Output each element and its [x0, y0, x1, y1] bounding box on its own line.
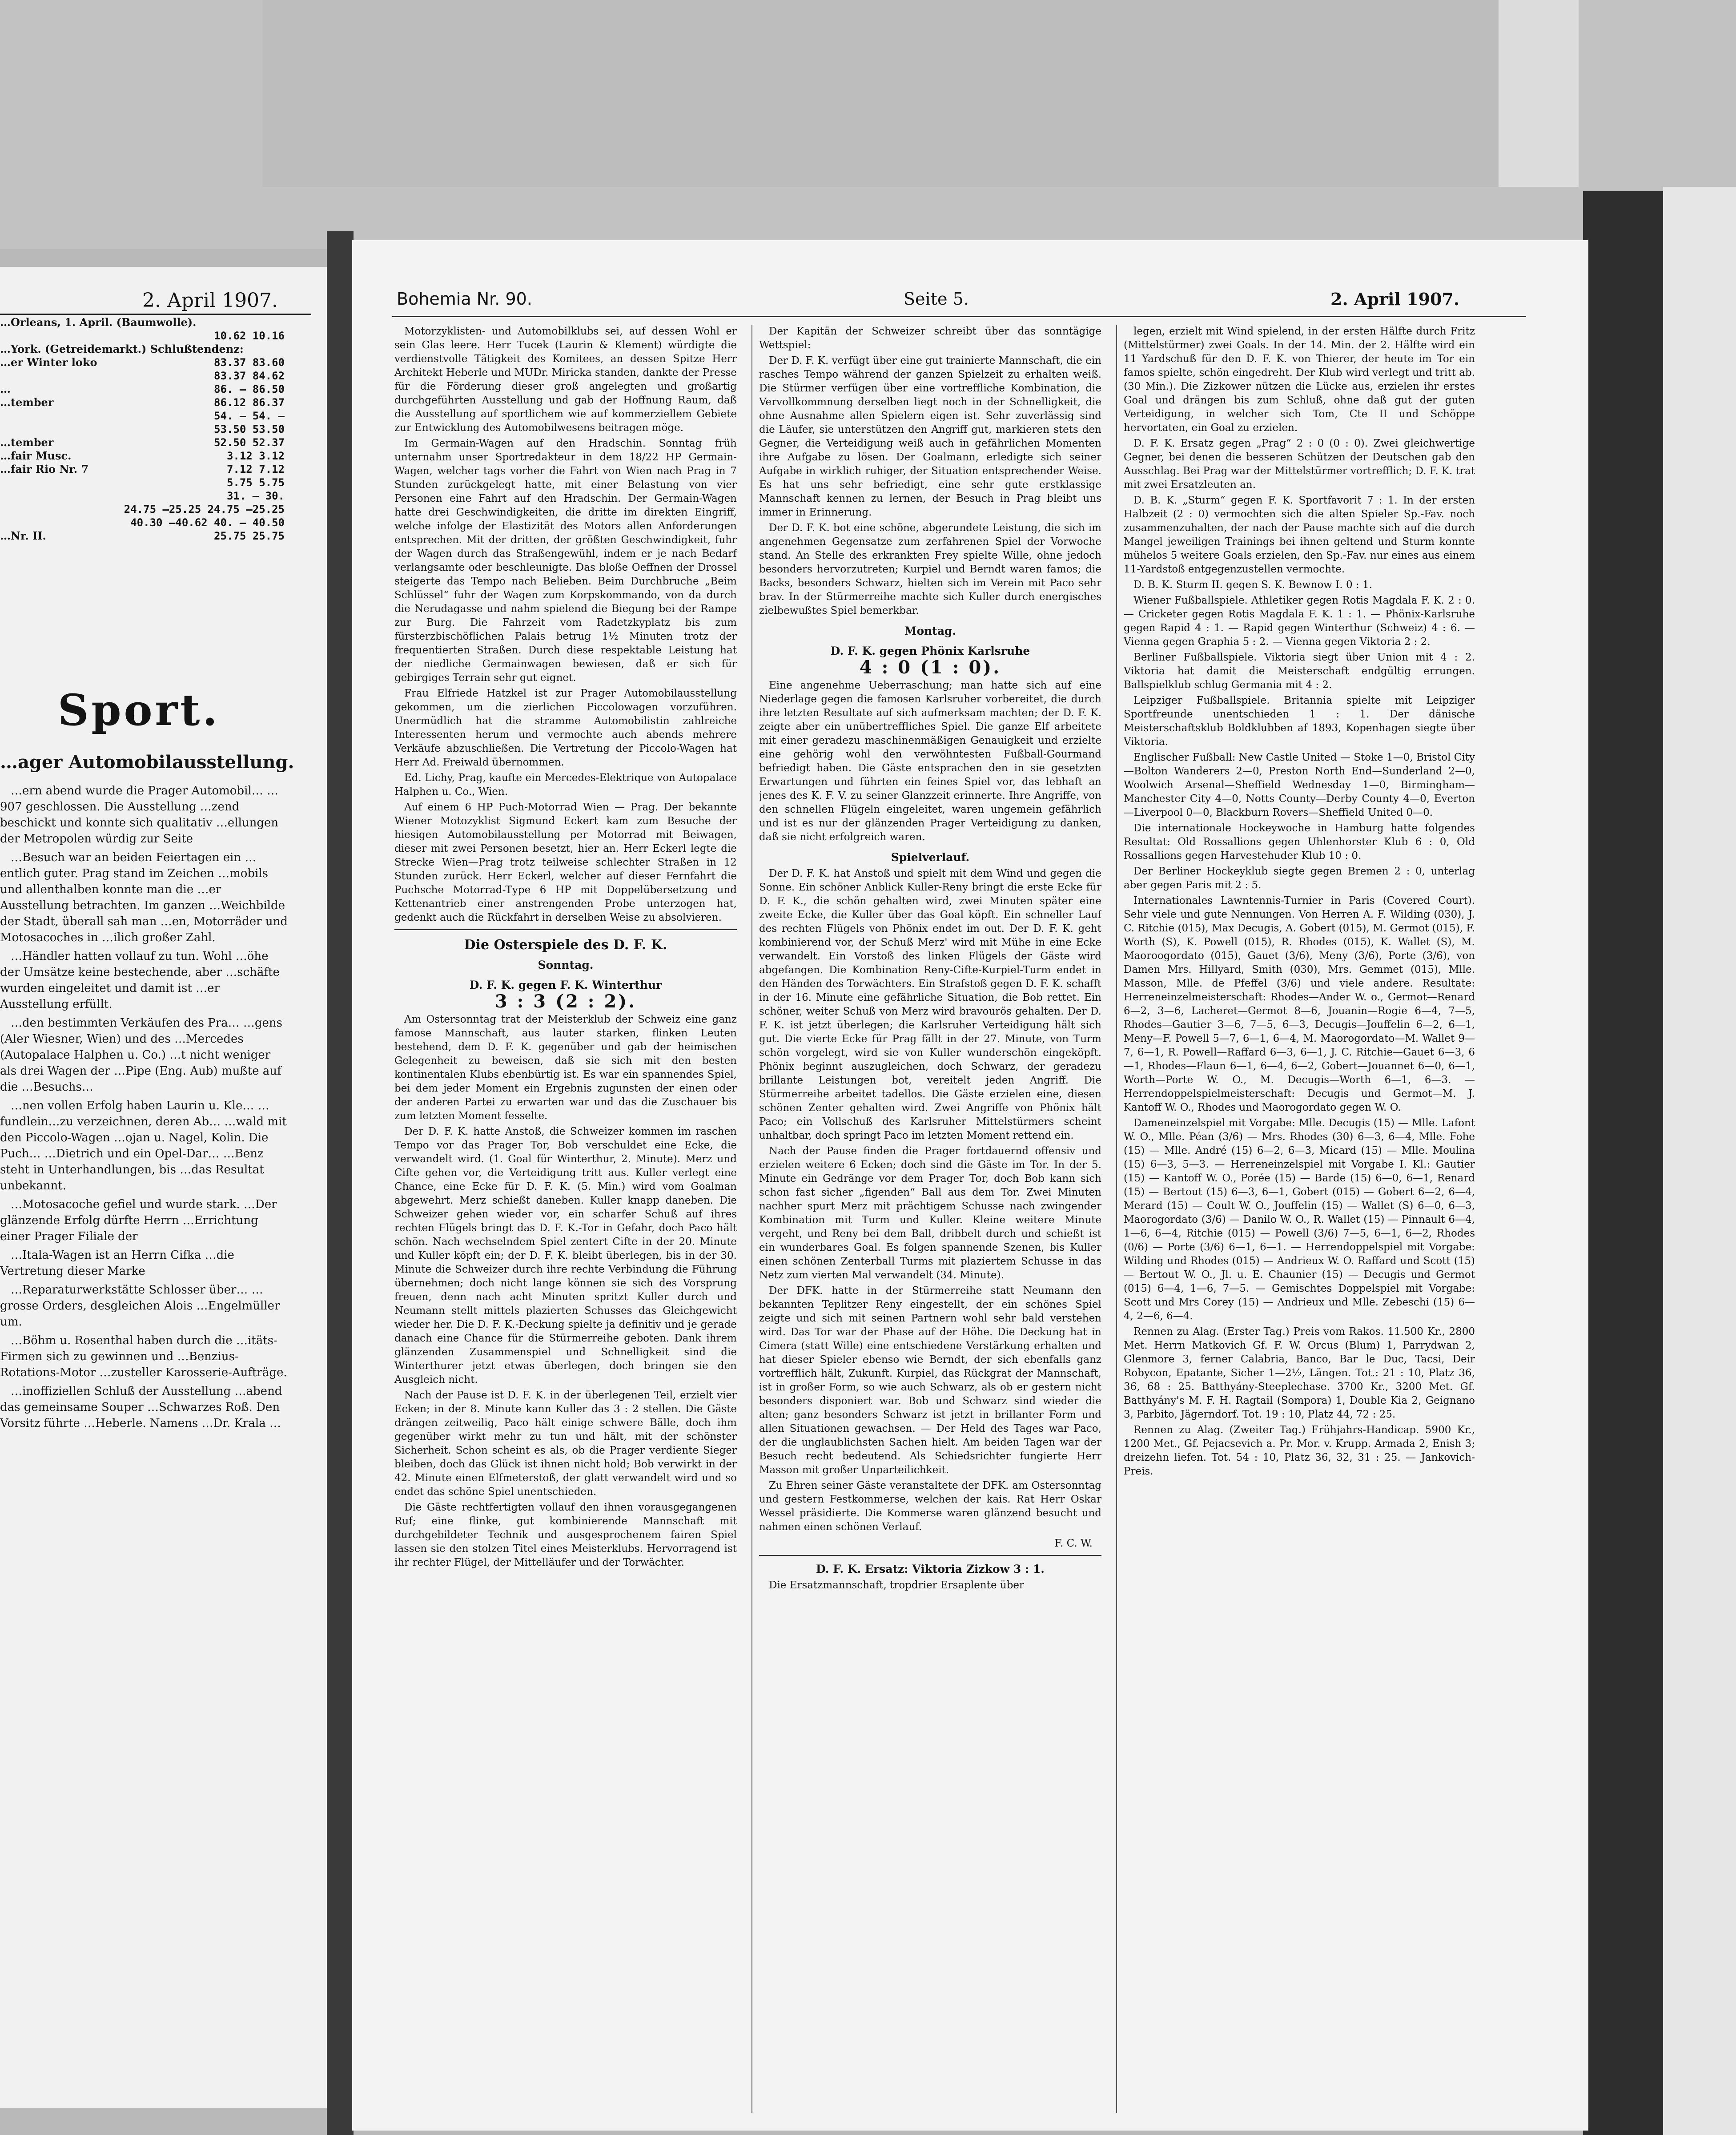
section-rule	[759, 1555, 1101, 1556]
market-row	[0, 409, 285, 423]
market-row	[0, 423, 285, 436]
market-row	[0, 369, 285, 383]
page-gutter	[327, 231, 354, 2135]
paragraph: Leipziger Fußballspiele. Britannia spielte mit Leipziger Sportfreunde unentschieden 1 : 1. Der dänische Meisterschaftsklub Boldklubben af 1893, Kopenhagen siegte über Viktoria.	[1124, 695, 1475, 748]
header-rule	[392, 316, 1526, 317]
market-value: 10.62 10.16	[214, 330, 285, 342]
market-label: …tember	[0, 436, 54, 449]
paragraph: Englischer Fußball: New Castle United — Stoke 1—0, Bristol City—Bolton Wanderers 2—0, Preston North End—Sunderland 2—0, Woolwich Arsenal—Sheffield Wednesday 1—0, Birmingham—Manchester City 4—0, Notts County—Derby County 4—0, Everton—Liverpool 0—0, Blackburn Rovers—Sheffield United 0—0.	[1124, 752, 1475, 818]
article-headline: …ager Automobilausstellung.	[0, 752, 294, 773]
paragraph: …Motosacoche gefiel und wurde stark. …Der glänzende Erfolg dürfte Herrn …Errichtung einer Prager Filiale der	[0, 1198, 277, 1243]
paragraph: Der D. F. K. verfügt über eine gut trainierte Mannschaft, die ein rasches Tempo während der ganzen Spielzeit zu erhalten weiß. Die Stürmer verfügen über eine vortreffliche Kombination, die Vervollkommnung derselben liegt noch in der Schnelligkeit, die ohne Ausnahme allen Spielern eigen ist. Sehr zuverlässig sind die Läufer, sie unterstützen den Angriff gut, markieren stets den Gegner, die Verteidigung weiß auch in gefährlichen Momenten ihre Aufgabe zu lösen. Der Goalmann, erledigte sich seiner Aufgabe in wirklich ruhiger, der Situation entsprechender Weise. Es hat uns sehr befriedigt, eine sehr gute erstklassige Mannschaft kennen zu lernen, der Besuch in Prag bleibt uns immer in Erinnerung.	[759, 355, 1101, 518]
market-report	[0, 316, 285, 543]
paragraph: D. F. K. Ersatz gegen „Prag“ 2 : 0 (0 : 0). Zwei gleichwertige Gegner, bei denen die besseren Schützen der Deutschen gab den Ausschlag. Bei Prag war der Mittelstürmer vortrefflich; D. F. K. trat mit zwei Ersatzleuten an.	[1124, 438, 1475, 491]
paragraph: Eine angenehme Ueberraschung; man hatte sich auf eine Niederlage gegen die famosen Karlsruher vorbereitet, die durch ihre letzten Resultate auf sich aufmerksam machten; der D. F. K. zeigte aber ein unübertreffliches Spiel. Die ganze Elf arbeitete mit einer geradezu maschinenmäßigen Genauigkeit und erzielte eine gehörig wohl den verwöhntesten Fußball-Gourmand befriedigt haben. Die Gäste entsprachen den in sie gesetzten Erwartungen und führten ein feines Spiel vor, das lebhaft an jenes des K. F. V. zu seiner Glanzzeit erinnerte. Ihre Angriffe, von den schnellen Flügeln eingeleitet, waren ungemein gefährlich und ist es nur der glänzenden Prager Verteidigung zu danken, daß sie nicht erfolgreich waren.	[759, 680, 1101, 843]
match-score: 3 : 3 (2 : 2).	[494, 991, 637, 1012]
paragraph: …Reparaturwerkstätte Schlosser über… …grosse Orders, desgleichen Alois …Engelmüller um.	[0, 1283, 280, 1329]
paragraph: Die internationale Hockeywoche in Hamburg hatte folgendes Resultat: Old Rossallions gegen Uhlenhorster Klub 6 : 0, Old Rossallions gegen Harvestehuder Klub 10 : 0.	[1124, 822, 1475, 862]
market-value: 83.37 83.60	[214, 356, 285, 369]
paragraph: Rennen zu Alag. (Zweiter Tag.) Frühjahrs-Handicap. 5900 Kr., 1200 Met., Gf. Pejacsevich a. Pr. Mor. v. Krupp. Armada 2, Enish 3; dreizehn liefen. Tot. 54 : 10, Platz 36, 32, 31 : 25. — Jankovich-Preis.	[1124, 1424, 1475, 1477]
market-row	[0, 503, 285, 516]
column-separator	[751, 325, 752, 2113]
issue-date: 2. April 1907.	[1330, 289, 1460, 309]
paragraph: Zu Ehren seiner Gäste veranstaltete der DFK. am Ostersonntag und gestern Festkommerse, welchen der kais. Rat Herr Oskar Wessel präsidierte. Die Kommerse waren glänzend besucht und nahmen einen schönen Verlauf.	[759, 1480, 1101, 1533]
market-value: 7.12 7.12	[226, 463, 285, 475]
market-row	[0, 489, 285, 503]
market-value: 31. — 30.	[226, 490, 285, 502]
paragraph: Der Berliner Hockeyklub siegte gegen Bremen 2 : 0, unterlag aber gegen Paris mit 2 : 5.	[1124, 866, 1475, 891]
paragraph: Frau Elfriede Hatzkel ist zur Prager Automobilausstellung gekommen, um die zierlichen Piccolowagen vorzuführen. Unermüdlich hat die strammе Automobilistin zahlreiche Interessenten herum und vermochte auch abends mehrere Verkäufe abzuschließen. Die Vertretung der Piccolo-Wagen hat Herr Ad. Freiwald übernommen.	[394, 688, 737, 768]
market-value: 54. — 54. —	[214, 410, 285, 422]
market-value: 25.75 25.75	[214, 530, 285, 542]
match-score: 4 : 0 (1 : 0).	[859, 657, 1001, 678]
market-row	[0, 329, 285, 342]
market-row	[0, 342, 285, 356]
day-heading: Montag.	[904, 624, 956, 637]
paragraph: Der DFK. hatte in der Stürmerreihe statt Neumann den bekannten Teplitzer Reny eingestellt, der ein schönes Spiel zeigte und sich mit seinen Partnern wohl sehr bald verstehen wird. Das Tor war der Phase auf der Höhe. Die Deckung hat in Cimera (statt Wille) eine entschiedene Verstärkung erhalten und hat dieser Spieler ebenso wie Berndt, der sich ebenfalls ganz vortrefflich hält, Zukunft. Kurpiel, das Rückgrat der Mannschaft, ist in großer Form, so wie auch Schwarz, als ob er gestern nicht besonders disponiert war. Bob und Schwarz sind wieder die alten; ganz besonders Schwarz ist jetzt in brillanter Form und allen Situationen gewachsen. — Der Held des Tages war Paco, der die unglaublichsten Sachen hielt. Am beiden Tagen war der Besuch recht bedeutend. Als Schiedsrichter fungierte Herr Masson mit großer Unparteilichkeit.	[759, 1285, 1101, 1476]
torn-paper-edge	[1499, 0, 1579, 187]
market-label: …fair Musc.	[0, 449, 72, 462]
paragraph: Am Ostersonntag trat der Meisterklub der Schweiz eine ganz famose Mannschaft, aus lauter starken, flinken Leuten bestehend, dem D. F. K. gegenüber und gab der heimischen Gelegenheit zu beweisen, daß sie sich mit den besten kontinentalen Klubs ebenbürtig ist. Es war ein spannendes Spiel, bei dem jeder Moment ein Ergebnis zugunsten der einen oder der anderen Partei zu erwarten war und das die Zuschauer bis zum letzten Moment fesselte.	[394, 1014, 737, 1122]
market-value: 3.12 3.12	[226, 450, 285, 462]
section-heading: Die Osterspiele des D. F. K.	[464, 937, 667, 953]
previous-page	[0, 267, 327, 2108]
market-row	[0, 396, 285, 409]
paragraph: …Böhm u. Rosenthal haben durch die …itäts-Firmen sich zu gewinnen und …Benzius-Rotations-Motor …zusteller Karosserie-Aufträge.	[0, 1334, 287, 1379]
paragraph: Ed. Lichy, Prag, kaufte ein Mercedes-Elektrique von Autopalace Halphen u. Co., Wien.	[394, 772, 737, 798]
market-label: …er Winter loko	[0, 356, 97, 369]
paragraph: …nen vollen Erfolg haben Laurin u. Kle… …fundlein…zu verzeichnen, deren Ab… …wald mit den Piccolo-Wagen …ojan u. Nagel, Kolin. Die Puch… …Dietrich und ein Opel-Dar… …Benz steht in Unterhandlungen, bis …das Resultat unbekannt.	[0, 1099, 287, 1192]
newspaper-page	[352, 240, 1588, 2131]
market-label: …	[0, 383, 11, 395]
background-paper	[262, 0, 1507, 187]
column-2	[759, 325, 1101, 2122]
paragraph: Nach der Pause ist D. F. K. in der überlegenen Teil, erzielt vier Ecken; in der 8. Minute kann Kuller das 3 : 2 stellen. Die Gäste drängen zeitweilig, Paco hält einige schwere Bälle, doch ihm gegenüber wirkt mehr zu tun und hält, mit der schönster Sicherheit. Schon scheint es als, ob die Prager verdiente Sieger bleiben, doch das Glück ist ihnen nicht hold; Bob verwirkt in der 42. Minute einen Elfmeterstoß, der glatt verwandelt wird und so endet das schöne Spiel unentschieden.	[394, 1390, 737, 1498]
column-3	[1124, 325, 1475, 2122]
market-value: 86.12 86.37	[214, 396, 285, 409]
book-binding-edge	[1663, 187, 1736, 2135]
column-separator	[1116, 325, 1117, 2113]
match-heading: D. F. K. Ersatz: Viktoria Zizkow 3 : 1.	[816, 1563, 1045, 1575]
paragraph: Wiener Fußballspiele. Athletiker gegen Rotis Magdala F. K. 2 : 0. — Cricketer gegen Rotis Magdala F. K. 1 : 1. — Phönix-Karlsruhe gegen Rapid 4 : 1. — Rapid gegen Winterthur (Schweiz) 4 : 6. — Vienna gegen Graphia 5 : 2. — Vienna gegen Viktoria 2 : 2.	[1124, 595, 1475, 648]
article-body	[0, 783, 289, 1434]
market-row	[0, 476, 285, 489]
market-value: 40.30 —40.62 40. — 40.50	[130, 516, 285, 529]
market-label: …tember	[0, 396, 54, 409]
paragraph: Die Gäste rechtfertigten vollauf den ihnen vorausgegangenen Ruf; eine flinke, gut kombinierende Mannschaft mit durchgebildeter Technik und ausgesprochenem fairen Spiel lassen sie den stolzen Titel eines Meisterklubs. Hervorragend ist ihr rechter Flügel, der Mittelläufer und der Torwächter.	[394, 1502, 737, 1568]
paragraph: Dameneinzelspiel mit Vorgabe: Mlle. Decugis (15) — Mlle. Lafont W. O., Mlle. Péan (3/6) — Mrs. Rhodes (30) 6—3, 6—4, Mlle. Fohe (15) — Mlle. André (15) 6—2, 6—3, Micard (15) — Mlle. Moulina (15) 6—3, 5—3. — Herreneinzelspiel mit Vorgabe I. Kl.: Gautier (15) — Kantoff W. O., Porée (15) — Barde (15) 6—0, 6—1, Renard (15) — Bertout (15) 6—3, 6—1, Gobert (015) — Gobert 6—2, 6—4, Merard (15) — Coult W. O., Jouffelin (15) — Wallet (S) 6—0, 6—3, Maorogordato (3/6) — Danilo W. O., R. Wallet (15) — Pinnault 6—4, 1—6, 6—4, Ritchie (015) — Powell (3/6) 7—5, 6—1, 6—2, Rhodes (0/6) — Porte (3/6) 6—1, 6—1. — Herrendoppelspiel mit Vorgabe: Wilding und Rhodes (015) — Andrieux W. O. Raffard und Scott (15) — Bertout W. O., Jl. u. E. Chaunier (15) — Decugis und Germot (015) 6—4, 1—6, 7—5. — Gemischtes Doppelspiel mit Vorgabe: Scott und Mrs Corey (15) — Andrieux und Mlle. Zebeschi (15) 6—4, 2—6, 6—4.	[1124, 1117, 1475, 1322]
market-row	[0, 463, 285, 476]
paragraph: legen, erzielt mit Wind spielend, in der ersten Hälfte durch Fritz (Mittelstürmer) zwei Goals. In der 14. Min. der 2. Hälfte wird ein 11 Yardschuß für den D. F. K. von Thierer, der heute im Tor ein famos spielte, schön eingedreht. Der Klub wird verlegt und tritt ab. (30 Min.). Die Zizkower nützen die Lücke aus, erzielen ihr erstes Goal und drängen bis zum Schluß, ohne daß gut der guten Verteidigung, in welcher sich Tom, Cte II und Schöppe hervortaten, ein Goal zu erzielen.	[1124, 326, 1475, 434]
paragraph: Auf einem 6 HP Puch-Motorrad Wien — Prag. Der bekannte Wiener Motozyklist Sigmund Eckert kam zum Besuche der hiesigen Automobilausstellung per Motorrad mit Beiwagen, dieser mit zwei Personen besetzt, hier an. Herr Eckerl legte die Strecke Wien—Prag trotz teilweise schlechter Straßen in 12 Stunden zurück. Herr Eckerl, welcher auf dieser Fernfahrt die Puchsche Motorrad-Type 6 HP mit Doppelübersetzung und Kettenantrieb einer anstrengenden Probe unterzogen hat, gedenkt auch die Rückfahrt in derselben Weise zu absolvieren.	[394, 802, 737, 923]
paragraph: Die Ersatzmannschaft, tropdrier Ersaplente über	[769, 1579, 1025, 1591]
paragraph: Internationales Lawntennis-Turnier in Paris (Covered Court). Sehr viele und gute Nennungen. Von Herren A. F. Wilding (030), J. C. Ritchie (015), Max Decugis, A. Gobert (015), M. Germot (015), F. Worth (S), K. Powell (015), R. Rhodes (015), K. Wallet (S), M. Maoroogordato (015), Gauet (3/6), Meny (3/6), Porte (3/6), von Damen Mrs. Hillyard, Smith (030), Mrs. Gemmet (015), Mlle. Masson, Mlle. de Pfeffel (3/6) und viele andere. Resultate: Herreneinzelmeisterschaft: Rhodes—Ander W. o., Germot—Renard 6—2, 3—6, Lacheret—Germot 8—6, Jouanin—Rogie 6—4, 7—5, Rhodes—Gautier 3—6, 7—5, 6—3, Decugis—Jouffelin 6—2, 6—1, Meny—F. Powell 5—7, 6—1, 6—4, M. Maorogordato—M. Wallet 9—7, 6—1, R. Powell—Raffard 6—3, 6—1, J. C. Ritchie—Gauet 6—3, 6—1, Rhodes—Flaun 6—1, 6—4, 6—2, Gobert—Jouannet 6—0, 6—1, Worth—Porte W. O., M. Decugis—Worth 6—1, 6—3. — Herrendoppelspielmeisterschaft: Decugis und Germot—M. J. Kantoff W. O., Rhodes und Maorogordato gegen W. O.	[1124, 895, 1475, 1113]
market-label: …York. (Getreidemarkt.) Schlußtendenz:	[0, 342, 244, 355]
paragraph: Der D. F. K. hatte Anstoß, die Schweizer kommen im raschen Tempo vor das Prager Tor, Bob verschuldet eine Ecke, die verwandelt wird. (1. Goal für Winterthur, 2. Minute). Merz und Cifte gehen vor, die Verteidigung tritt aus. Kuller verlegt eine Chance, eine Ecke für D. F. K. (5. Min.) wird vom Goalman abgewehrt. Merz schießt daneben. Kuller knapp daneben. Die Schweizer gehen wieder vor, ein scharfer Schuß auf ihres rechten Flügels bringt das D. F. K.-Tor in Gefahr, doch Paco hält schön. Nach wechselndem Spiel zentert Cifte in der 20. Minute und Kuller köpft ein; der D. F. K. bleibt überlegen, bis in der 30. Minute die Schweizer durch ihre rechte Verbindung die Führung übernehmen; doch nicht lange können sie sich des Vorsprung freuen, denn nach acht Minuten spritzt Kuller durch und Neumann stellt mittels plazierten Schusses das Gleichgewicht wieder her. Die D. F. K.-Deckung spielte ja definitiv und je gerade danach eine Chance für die Stürmerreihe geboten. Dank ihrem glänzenden Zusammenspiel und Schnelligkeit sind die Winterthurer jetzt etwas überlegen, doch bringen sie den Ausgleich nicht.	[394, 1126, 737, 1386]
market-row	[0, 529, 285, 543]
paragraph: …ern abend wurde die Prager Automobil… …907 geschlossen. Die Ausstellung …zend beschickt und konnte sich qualitativ …ellungen der Metropolen würdig zur Seite	[0, 784, 279, 846]
paragraph: Berliner Fußballspiele. Viktoria siegt über Union mit 4 : 2. Viktoria hat damit die Meisterschaft endgültig errungen. Ballspielklub schlug Germania mit 4 : 2.	[1124, 652, 1475, 691]
paragraph: Motorzyklisten- und Automobilklubs sei, auf dessen Wohl er sein Glas leere. Herr Tucek (Laurin & Klement) würdigte die verdienstvolle Tätigkeit des Komitees, an dessen Spitze Herr Architekt Heberle und MUDr. Miricka standen, dankte der Presse für die Förderung dieser groß angelegten und großartig durchgeführten Ausstellung und gab der Hoffnung Raum, daß die Ausstellung auf sportlichem wie auf kommerziellem Gebiete zur Entwicklung des Automobilwesens beitragen möge.	[394, 326, 737, 434]
subheading: Spielverlauf.	[891, 851, 970, 864]
market-row	[0, 449, 285, 463]
paragraph: …Itala-Wagen ist an Herrn Cifka …die Vertretung dieser Marke	[0, 1249, 234, 1278]
paragraph: D. B. K. „Sturm“ gegen F. K. Sportfavorit 7 : 1. In der ersten Halbzeit (2 : 0) vermochten sich die alten Spieler Sp.-Fav. noch zusammenzuhalten, der nach der Pause machte sich auf die durch Mangel jeweiligen Trainings bei ihnen geltend und Sturm konnte mühelos 5 weitere Goals erzielen, den Sp.-Fav. nur eines aus einem 11-Yardstoß entgegenzustellen vermochte.	[1124, 495, 1475, 575]
market-value: 86. — 86.50	[214, 383, 285, 395]
market-row	[0, 383, 285, 396]
paragraph: Der D. F. K. bot eine schöne, abgerundete Leistung, die sich im angenehmen Gegensatze zum zerfahrenen Spiel der Vorwoche stand. An Stelle des erkrankten Frey spielte Wille, ohne jedoch besonders hervorzutreten; Kurpiel und Berndt waren famos; die Backs, besonders Schwarz, hielten sich im Verein mit Paco sehr brav. In der Stürmerreihe machte sich Kuller durch energisches zielbewußtes Spiel bemerkbar.	[759, 522, 1101, 616]
market-row	[0, 356, 285, 369]
match-heading: D. F. K. gegen Phönix Karlsruhe	[830, 645, 1030, 657]
market-value: 83.37 84.62	[214, 370, 285, 382]
market-value: 24.75 —25.25 24.75 —25.25	[124, 503, 285, 516]
paragraph: Der Kapitän der Schweizer schreibt über das sonntägige Wettspiel:	[759, 326, 1101, 351]
day-heading: Sonntag.	[538, 959, 594, 971]
header-rule	[0, 314, 311, 315]
market-row	[0, 316, 285, 329]
paragraph: Der D. F. K. hat Anstoß und spielt mit dem Wind und gegen die Sonne. Ein schöner Anblick Kuller-Reny bringt die erste Ecke für D. F. K., die schön gehalten wird, zwei Minuten später eine zweite Ecke, die Kuller über das Goal köpft. Ein schneller Lauf des rechten Flügels von Phönix endet im out. Der D. F. K. geht kombinierend vor, der Schuß Merz' wird mit Mühe in eine Ecke verwandelt. Ein Vorstoß des linken Flügels der Gäste wird abgefangen. Die Kombination Reny-Cifte-Kurpiel-Turm endet in den Händen des Torwächters. Ein Strafstoß gegen D. F. K. schafft in der 16. Minute eine gefährliche Situation, die Bob rettet. Ein schöner, weiter Schuß von Merz wird bravourös gehalten. Der D. F. K. ist jetzt überlegen; die Karlsruher Verteidigung hält sich gut. Die vierte Ecke für Prag fällt in der 27. Minute, von Turm schön vorgelegt, wird sie von Kuller wunderschön eingeköpft. Phönix beginnt auszugleichen, doch Schwarz, der geradezu brillante Leistungen bot, vereitelt jeden Angriff. Die Stürmerreihe arbeitet tadellos. Die Gäste erzielen eine, diesen schönen Zenter gehalten wird. Zwei Angriffe von Phönix hält Paco; ein Vollschuß des Karlsruher Mittelstürmers scheint unhaltbar, doch springt Paco im letzten Moment rettend ein.	[759, 868, 1101, 1141]
paragraph: D. B. K. Sturm II. gegen S. K. Bewnow I. 0 : 1.	[1133, 579, 1372, 591]
paragraph: Nach der Pause finden die Prager fortdauernd offensiv und erzielen weitere 6 Ecken; doch sind die Gäste im Tor. In der 5. Minute ein Gedränge vor dem Prager Tor, doch Bob kann sich schon fast sicher „figenden“ Ball aus dem Tor. Zwei Minuten nachher spurt Merz mit prächtigem Schusse nach zwingender Kombination mit Turm und Kuller. Kleine weitere Minute vergeht, und Reny bei dem Ball, dribbelt durch und schießt ist ein wunderbares Goal. Es folgen spannende Szenen, bis Kuller einen schönen Zenterball Turms mit plaziertem Schusse in das Netz zum vierten Mal verwandelt (34. Minute).	[759, 1145, 1101, 1281]
market-row	[0, 436, 285, 449]
paragraph: …inoffiziellen Schluß der Ausstellung …abend das gemeinsame Souper …Schwarzes Roß. Den Vorsitz führte …Heberle. Namens …Dr. Krala …	[0, 1385, 282, 1430]
column-1	[394, 325, 737, 2122]
paragraph: …Besuch war an beiden Feiertagen ein …entlich guter. Prag stand im Zeichen …mobils und allenthalben konnte man die …er Ausstellung betrachten. Im ganzen …Weichbilde der Stadt, überall sah man …en, Motorräder und Motosacoches in …ilich großer Zahl.	[0, 851, 288, 944]
sport-section-title: Sport.	[58, 685, 220, 735]
previous-page-date: 2. April 1907.	[142, 289, 278, 312]
market-label: …Nr. II.	[0, 529, 46, 542]
market-row	[0, 516, 285, 529]
paragraph: Rennen zu Alag. (Erster Tag.) Preis vom Rakos. 11.500 Kr., 2800 Met. Herrn Matkovich Gf. F. W. Orcus (Blum) 1, Parrydwan 2, Glenmore 3, ferner Calabria, Banco, Bar le Duc, Tacsi, Deir Robycon, Epatante, Sicher 1—2½, Längen. Tot.: 21 : 10, Platz 36, 36, 68 : 25. Batthyány-Steeplechase. 3700 Kr., 3200 Met. Gf. Batthyány's M. F. H. Ragtail (Sompora) 1, Double Kia 2, Geignano 3, Parbito, Jägerndorf. Tot. 19 : 10, Platz 44, 72 : 25.	[1124, 1326, 1475, 1420]
page-number: Seite 5.	[904, 289, 969, 309]
paper-title: Bohemia Nr. 90.	[397, 289, 532, 309]
market-label: …Orleans, 1. April. (Baumwolle).	[0, 316, 197, 329]
market-value: 53.50 53.50	[214, 423, 285, 435]
paragraph: Im Germain-Wagen auf den Hradschin. Sonntag früh unternahm unser Sportredakteur in dem 18/22 HP Germain-Wagen, welcher tags vorher die Fahrt von Wien nach Prag in 7 Stunden zurückgelegt hatte, mit einer Belastung von vier Personen eine Fahrt auf den Hradschin. Der Germain-Wagen hatte drei Geschwindigkeiten, die dritte im direkten Eingriff, welche infolge der Elastizität des Motors allen Anforderungen entsprechen. Mit der dritten, der größten Geschwindigkeit, fuhr der Wagen durch das Straßengewühl, indem er je nach Bedarf verlangsamte oder beschleunigte. Das bloße Oeffnen der Drossel steigerte das Tempo nach Belieben. Beim Durchbruche „Beim Schlüssel“ fuhr der Wagen zum Korpskommando, von da durch die Nerudagasse und nahm spielend die Biegung bei der Rampe zur Burg. Die Fahrzeit vom Radetzkyplatz bis zum fürsterzbischöflichen Palais betrug 1½ Minuten trotz der frequentierten Straßen. Durch diese respektable Leistung hat der niedliche Germainwagen bewiesen, daß er sich für gebirgiges Terrain sehr gut eignet.	[394, 438, 737, 684]
author-signature: F. C. W.	[1054, 1538, 1093, 1549]
market-value: 52.50 52.37	[214, 436, 285, 449]
section-rule	[394, 929, 737, 930]
match-heading: D. F. K. gegen F. K. Winterthur	[469, 979, 662, 991]
market-value: 5.75 5.75	[226, 476, 285, 489]
paragraph: …den bestimmten Verkäufen des Pra… …gens (Aler Wiesner, Wien) und des …Mercedes (Autopalace Halphen u. Co.) …t nicht weniger als drei Wagen der …Pipe (Eng. Aub) mußte auf die …Besuchs…	[0, 1016, 282, 1094]
market-label: …fair Rio Nr. 7	[0, 463, 89, 475]
paragraph: …Händler hatten vollauf zu tun. Wohl …öhe der Umsätze keine bestechende, aber …schäfte wurden eingeleitet und damit ist …er Ausstellung erfüllt.	[0, 950, 280, 1011]
